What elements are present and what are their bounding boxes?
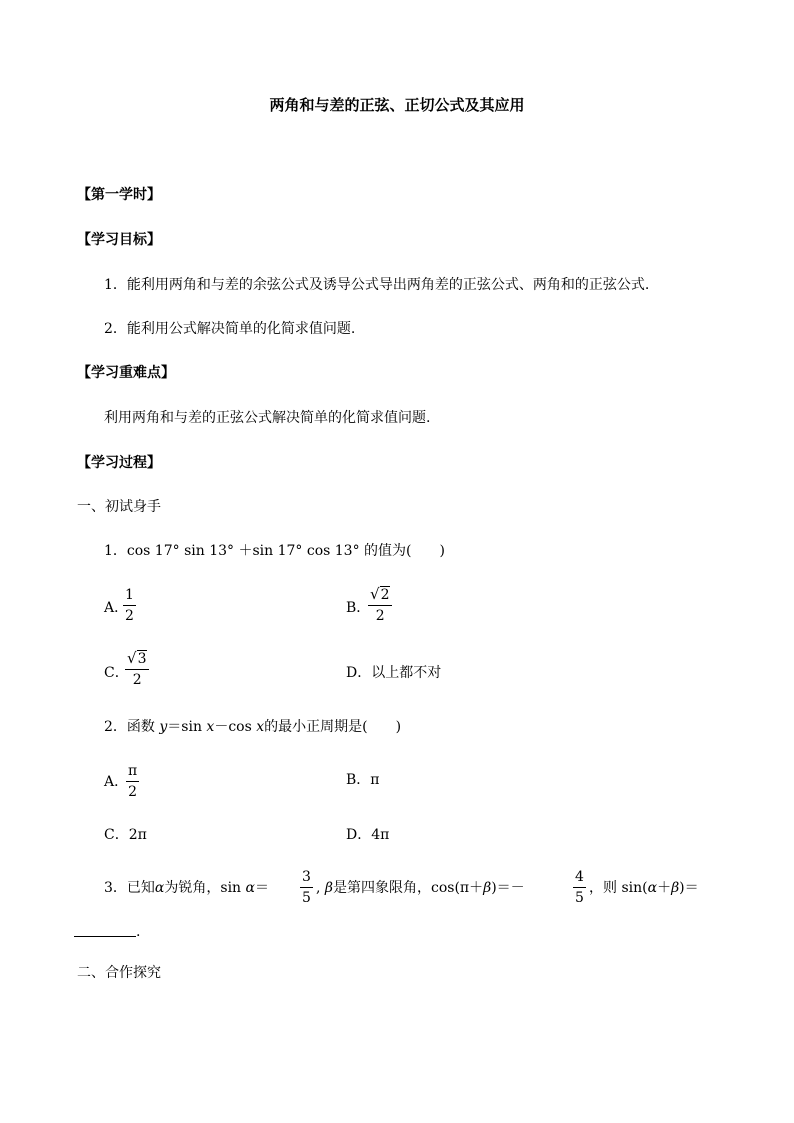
sqrt-icon: √ <box>370 585 380 603</box>
q3-alpha: α <box>154 880 165 896</box>
key-difficulty-text: 利用两角和与差的正弦公式解决简单的化简求值问题. <box>104 410 431 426</box>
q3-beta: β <box>324 880 333 896</box>
q2-option-a-label: A． <box>104 774 129 790</box>
fraction-denominator: 5 <box>575 890 584 906</box>
q3-prefix: 3．已知 <box>104 880 155 896</box>
q1-option-d-label: D． <box>346 665 372 681</box>
sqrt-icon: √ <box>127 649 137 667</box>
process-header: 【学习过程】 <box>77 455 161 471</box>
q2-var-y: y <box>159 719 168 735</box>
lesson-header: 【第一学时】 <box>77 187 161 203</box>
q1-option-d-text: 以上都不对 <box>371 665 442 681</box>
q1-option-d <box>346 666 441 680</box>
objectives-header: 【学习目标】 <box>77 232 161 248</box>
question-3-stem-end <box>589 881 699 895</box>
q1-option-b-fraction <box>368 586 392 623</box>
q3-text: 为锐角，sin <box>164 880 246 896</box>
q2-stem-suffix: 的最小正周期是( ) <box>264 719 402 735</box>
q3-answer-blank[interactable] <box>74 936 136 937</box>
q2-minus-cos: －cos <box>214 719 257 735</box>
fraction-numerator: 1 <box>125 587 134 603</box>
q3-period: . <box>136 924 141 940</box>
q2-option-d: D．4π <box>346 827 390 843</box>
q3-alpha: α <box>647 880 658 896</box>
question-1-stem: 1．cos 17° sin 13° ＋sin 17° cos 13° 的值为( ) <box>104 543 445 559</box>
q1-option-a-fraction <box>123 588 136 623</box>
q3-text: 是第四象限角，cos(π＋ <box>333 880 484 896</box>
fraction-denominator: 5 <box>302 890 311 906</box>
fraction-numerator <box>368 586 392 605</box>
q3-text: ，则 sin( <box>589 880 648 896</box>
q3-fraction-cos <box>573 870 586 905</box>
q2-option-b: B．π <box>346 772 380 788</box>
fraction-denominator: 2 <box>375 608 385 624</box>
q3-alpha: α <box>245 880 255 896</box>
question-3-stem-middle <box>316 881 525 895</box>
part2-header: 二、合作探究 <box>77 965 161 981</box>
fraction-numerator: π <box>128 763 138 779</box>
q1-option-c-fraction <box>125 650 149 687</box>
q3-beta: β <box>483 880 492 896</box>
q3-plus: ＋ <box>657 880 672 896</box>
q2-option-c: C．2π <box>104 827 147 843</box>
question-2-stem <box>104 720 401 734</box>
question-3-stem <box>104 881 269 895</box>
fraction-denominator: 2 <box>125 608 134 624</box>
q3-beta: β <box>671 880 680 896</box>
q1-option-b-label: B． <box>346 600 371 616</box>
q3-equals: ＝ <box>255 880 269 896</box>
q3-text: )＝ <box>679 880 699 896</box>
q2-stem-prefix: 2．函数 <box>104 719 160 735</box>
sqrt-radicand: 3 <box>137 651 147 667</box>
fraction-denominator: 2 <box>128 784 138 800</box>
document-title: 两角和与差的正弦、正切公式及其应用 <box>269 96 525 114</box>
q1-option-a-label: A． <box>104 600 129 616</box>
q3-fraction-sin <box>300 870 313 905</box>
q2-var-x1: x <box>206 719 215 735</box>
sqrt-radicand: 2 <box>380 587 390 603</box>
q2-var-x2: x <box>256 719 265 735</box>
part1-header: 一、初试身手 <box>77 499 161 515</box>
key-difficulty-header: 【学习重难点】 <box>77 365 175 381</box>
sqrt-expression <box>370 586 390 602</box>
fraction-numerator: 4 <box>575 869 584 885</box>
objective-2: 2．能利用公式解决简单的化简求值问题. <box>104 321 356 337</box>
q1-option-c-label: C． <box>104 665 129 681</box>
fraction-denominator: 2 <box>132 672 142 688</box>
q3-text: )＝－ <box>491 880 525 896</box>
fraction-numerator: 3 <box>302 869 311 885</box>
objective-1: 1．能利用两角和与差的余弦公式及诱导公式导出两角差的正弦公式、两角和的正弦公式. <box>104 277 650 293</box>
q2-eq-sin: ＝sin <box>167 719 207 735</box>
q3-comma: , <box>316 880 321 896</box>
fraction-numerator <box>125 650 149 669</box>
sqrt-expression <box>127 650 147 666</box>
q2-option-a-fraction <box>126 764 139 799</box>
